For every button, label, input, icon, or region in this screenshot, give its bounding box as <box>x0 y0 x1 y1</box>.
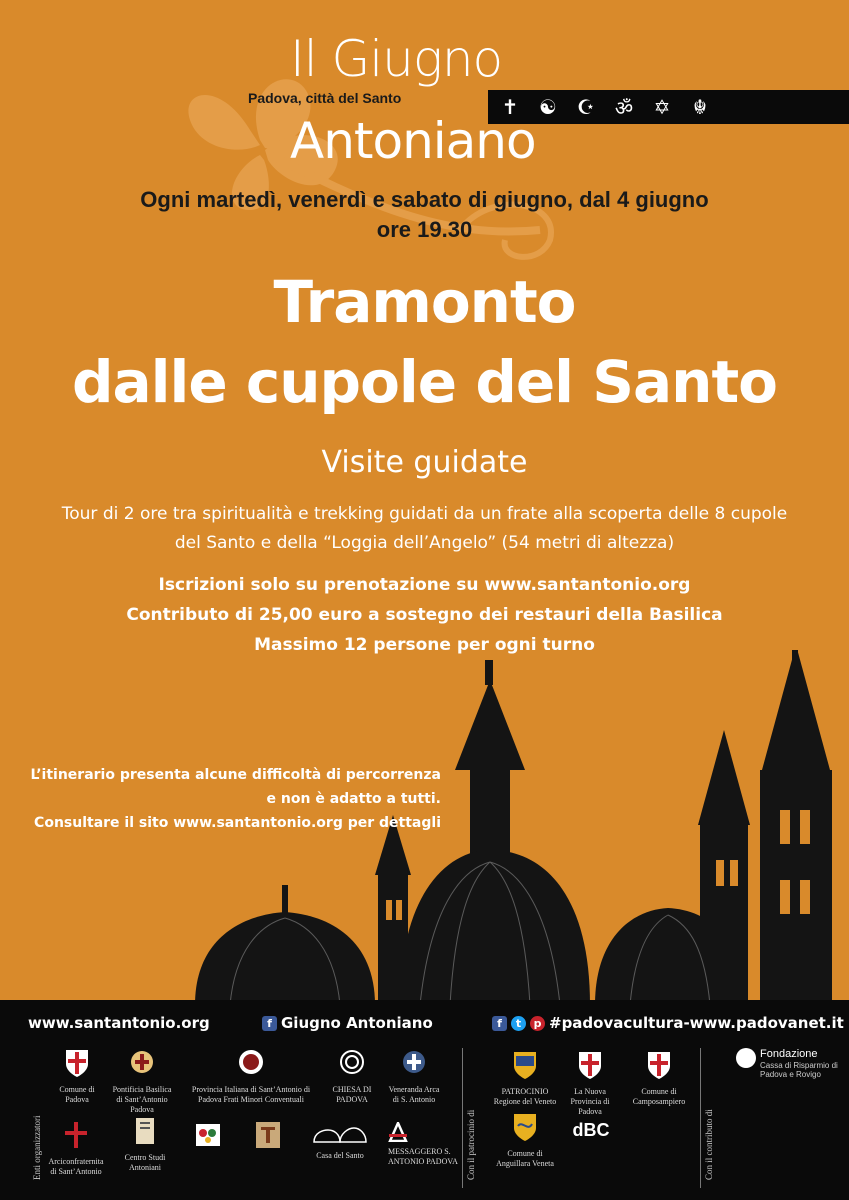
logo-basilica <box>110 1048 174 1115</box>
logo-camposampiero <box>624 1050 694 1107</box>
sponsors-area <box>0 1042 849 1200</box>
logo-frati-minori <box>185 1048 317 1105</box>
logo-label: Casa del Santo <box>316 1151 364 1160</box>
schedule-days: Ogni martedì, venerdì e sabato di giugno, dal 4 giugno <box>140 187 709 212</box>
basilica-emblem-icon <box>129 1048 155 1078</box>
site-link[interactable]: www.santantonio.org <box>28 1014 210 1032</box>
facebook-icon: f <box>492 1016 507 1031</box>
logo-arca <box>387 1048 441 1105</box>
hashtag-label: #padovacultura-www.padovanet.it <box>549 1014 844 1032</box>
header-subtitle: Padova, città del Santo <box>248 90 402 106</box>
event-title-line2: dalle cupole del Santo <box>71 348 778 416</box>
facebook-icon: f <box>262 1016 277 1031</box>
logo-label: Provincia Italiana di Sant’Antonio di Padova Frati Minori Conventuali <box>191 1085 311 1104</box>
logo-casa-del-santo <box>305 1122 375 1161</box>
itinerary-note <box>31 763 441 835</box>
logo-label: Veneranda Arca di S. Antonio <box>388 1085 440 1104</box>
logo-label: Comune di Padova <box>59 1085 95 1104</box>
logo-label: Comune di Camposampiero <box>632 1087 686 1106</box>
yin-yang-icon: ☯ <box>539 95 557 119</box>
logo-messaggero <box>388 1122 458 1167</box>
pinterest-icon: p <box>530 1016 545 1031</box>
logo-provincia-padova <box>560 1050 620 1117</box>
separator <box>700 1048 701 1188</box>
red-cross-icon <box>63 1120 89 1150</box>
logo-grafica <box>192 1120 224 1157</box>
booking-info <box>0 570 849 660</box>
cross-icon: ✝ <box>501 95 519 119</box>
spiral-icon <box>339 1048 365 1078</box>
logo-regione-veneto <box>490 1050 560 1107</box>
domes-icon <box>310 1122 370 1144</box>
schedule <box>0 185 849 245</box>
fondazione-icon <box>736 1048 756 1068</box>
logo-label: CHIESA DI PADOVA <box>332 1085 372 1104</box>
schedule-time: ore 19.30 <box>376 217 473 242</box>
patronage-label: Con il patrocinio di <box>466 1109 476 1180</box>
organizers-label: Enti organizzatori <box>32 1115 42 1180</box>
franciscan-seal-icon <box>238 1048 264 1078</box>
coat-of-arms-icon <box>64 1048 90 1078</box>
colorful-logo-icon <box>195 1120 221 1150</box>
social-hashtag[interactable] <box>492 1014 844 1032</box>
logo-label: Comune di Anguillara Veneta <box>496 1149 554 1168</box>
separator <box>462 1048 463 1188</box>
description-line2: del Santo e della “Loggia dell’Angelo” (54 metri di altezza) <box>174 533 675 553</box>
twitter-icon: t <box>511 1016 526 1031</box>
star-of-david-icon: ✡ <box>653 95 671 119</box>
facebook-label: Giugno Antoniano <box>281 1014 433 1032</box>
logo-anguillara <box>490 1112 560 1169</box>
note-line3 <box>31 811 441 835</box>
booking-prefix: Iscrizioni solo su prenotazione su <box>158 575 485 595</box>
contribution-label: Con il contributo di <box>704 1109 714 1180</box>
religious-symbols-bar <box>488 90 849 124</box>
logo-dbc <box>566 1120 616 1140</box>
footer-links <box>0 1010 849 1038</box>
fondazione-name: Fondazione <box>760 1048 818 1060</box>
lion-shield-icon <box>512 1050 538 1080</box>
note-line1: L’itinerario presenta alcune difficoltà di percorrenza <box>30 767 441 783</box>
tau-icon <box>255 1120 281 1150</box>
booking-site-link[interactable]: www.santantonio.org <box>484 575 691 595</box>
contribution-line: Contributo di 25,00 euro a sostegno dei restauri della Basilica <box>126 605 723 625</box>
provincia-crest-icon <box>577 1050 603 1080</box>
event-title-line1: Tramonto <box>273 268 576 336</box>
logo-label: Pontificia Basilica di Sant’Antonio Padova <box>112 1085 172 1114</box>
description-line1: Tour di 2 ore tra spiritualità e trekking guidati da un frate alla scoperta delle 8 cupole <box>61 504 788 524</box>
fondazione-sub: Cassa di Risparmio di Padova e Rovigo <box>760 1061 838 1079</box>
header-title-line1: Il Giugno <box>290 30 503 88</box>
messaggero-a-icon <box>388 1122 408 1142</box>
logo-chiesa-padova <box>322 1048 382 1105</box>
logo-tau <box>252 1120 284 1157</box>
logo-arciconfraternita <box>46 1120 106 1177</box>
event-description <box>0 500 849 558</box>
camposampiero-crest-icon <box>646 1050 672 1080</box>
note-line2: e non è adatto a tutti. <box>266 791 441 807</box>
note-site-link[interactable]: www.santantonio.org <box>173 815 343 831</box>
logo-label: La Nuova Provincia di Padova <box>570 1087 610 1116</box>
arca-emblem-icon <box>401 1048 427 1078</box>
dbc-mark: dBC <box>572 1120 610 1140</box>
footer <box>0 1000 849 1200</box>
event-title <box>0 262 849 422</box>
note-prefix: Consultare il sito <box>34 815 174 831</box>
crescent-star-icon: ☪ <box>577 95 595 119</box>
logo-centro-studi <box>120 1116 170 1173</box>
book-icon <box>132 1116 158 1146</box>
header-title-line2: Antoniano <box>290 112 536 170</box>
logo-label: Centro Studi Antoniani <box>124 1153 166 1172</box>
logo-label: Arciconfraternita di Sant’Antonio <box>48 1157 104 1176</box>
note-suffix: per dettagli <box>342 815 441 831</box>
booking-line <box>0 570 849 600</box>
logo-comune-padova <box>52 1048 102 1105</box>
facebook-link[interactable] <box>262 1014 433 1032</box>
logo-label: PATROCINIO Regione del Veneto <box>493 1087 557 1106</box>
khanda-icon: ☬ <box>692 95 708 119</box>
event-subtitle: Visite guidate <box>321 445 528 480</box>
logo-label: MESSAGGERO S. ANTONIO PADOVA <box>388 1147 458 1166</box>
om-icon: ॐ <box>614 95 634 120</box>
anguillara-crest-icon <box>512 1112 538 1142</box>
max-people-line: Massimo 12 persone per ogni turno <box>254 635 595 655</box>
